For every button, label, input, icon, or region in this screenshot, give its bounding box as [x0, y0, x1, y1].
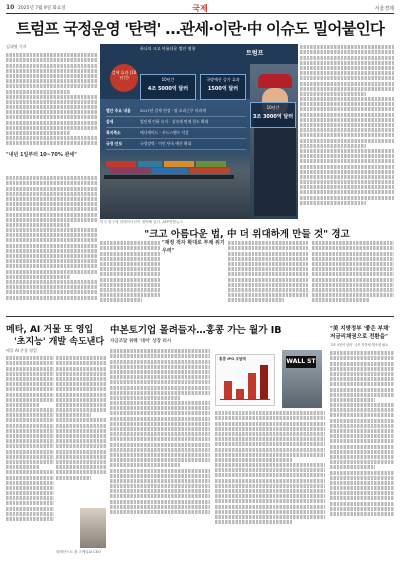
newspaper-name: 서울경제 [374, 6, 394, 12]
hk-body-2 [215, 410, 325, 544]
main-headline: 트럼프 국정운영 '탄력' …관세·이란·中 이슈도 밀어붙인다 [15, 20, 385, 38]
left-pull-quote: "내년 1일부터 10~70% 관세" [6, 152, 77, 158]
article-body-sub-1 [100, 240, 160, 314]
tax-cut-badge: 감세 효과 (10년간) [110, 64, 138, 92]
article-body-right [300, 44, 394, 222]
hk-body-1 [110, 348, 210, 544]
muni-headline-1: "美 지방정부 '좋은 부채' [330, 326, 390, 332]
section-title: 국제 [192, 4, 208, 13]
meta-kicker: 애플 AI 총괄 영입 [6, 348, 37, 353]
table-row: 복지축소 메디케이드 · 푸드스탬프 삭감 [106, 128, 246, 139]
muni-kicker: '2조 4천억 달러' 규모 지방채 재조정 필요 [330, 343, 389, 347]
ipo-chart-title: 홍콩 IPO 조달액 [219, 357, 246, 361]
byline: 김태영 기자 [6, 44, 27, 49]
portrait-photo [80, 508, 106, 548]
stat-box-3: 10년간 3조 3000억 달러 [250, 102, 296, 128]
article-body-sub-3 [312, 240, 394, 314]
infographic [100, 44, 298, 219]
bar [248, 373, 256, 399]
baseline [220, 399, 270, 400]
sub-headline: "크고 아름다운 법, 中 더 위대하게 만들 것" 경고 [144, 229, 350, 240]
trump-photo [250, 64, 298, 219]
meta-body-1 [6, 355, 54, 545]
portrait-caption: 알렉산드르 왕 스케일AI CEO [56, 550, 101, 554]
photo-caption: 미국 항구에 컨테이너선이 정박해 있다. AFP연합뉴스 [100, 220, 183, 224]
article-body-left [6, 52, 98, 148]
bar [260, 365, 268, 399]
hk-kicker: 자금조달 위해 '대어' 상장 러시 [110, 339, 172, 344]
masthead [6, 3, 394, 13]
bar [236, 389, 244, 399]
table-row: 감세 법인세 인하 유지 · 상속세 면제 한도 확대 [106, 117, 246, 128]
stat-box-2: 국방예산 증가 효과 1500억 달러 [200, 74, 246, 100]
stat-box-1: 10년간 4조 5000억 달러 [140, 74, 196, 100]
sub-pull-quote: "재정 적자 확대로 부채 위기 우려" [162, 240, 225, 254]
bar [224, 381, 232, 399]
meta-headline-2: '초지능' 개발 속도낸다 [14, 337, 105, 347]
table-row: 법안 주요 내용 2017년 감세 연장 · 팁·초과근무 비과세 [106, 106, 246, 117]
muni-body [330, 350, 394, 546]
article-body-sub-2 [228, 240, 308, 314]
hk-headline: 中본토기업 몰려들자…홍콩 가는 월가 IB [110, 325, 282, 336]
table-row: 국경·안보 국경장벽 · 이민 단속 예산 확대 [106, 139, 246, 150]
info-badge: 트럼프 [246, 50, 264, 57]
infographic-subtitle: 하나의 크고 아름다운 법안 영향 [140, 46, 196, 51]
wall-street-photo [282, 350, 322, 408]
meta-headline-1: 메타, AI 거물 또 영입 [6, 325, 94, 335]
muni-headline-2: 저금리채권으로 전환을" [330, 334, 388, 340]
issue-date: 2025년 7월 9일 화요일 [18, 6, 66, 11]
bill-summary-table [106, 106, 246, 150]
meta-body-2 [56, 355, 106, 505]
mid-rule [6, 316, 394, 317]
wall-st-sign: WALL ST [286, 356, 316, 368]
article-body-left-2 [6, 175, 98, 313]
page-number: 10 [6, 4, 15, 11]
ipo-chart [215, 354, 275, 406]
top-rule [6, 13, 394, 14]
